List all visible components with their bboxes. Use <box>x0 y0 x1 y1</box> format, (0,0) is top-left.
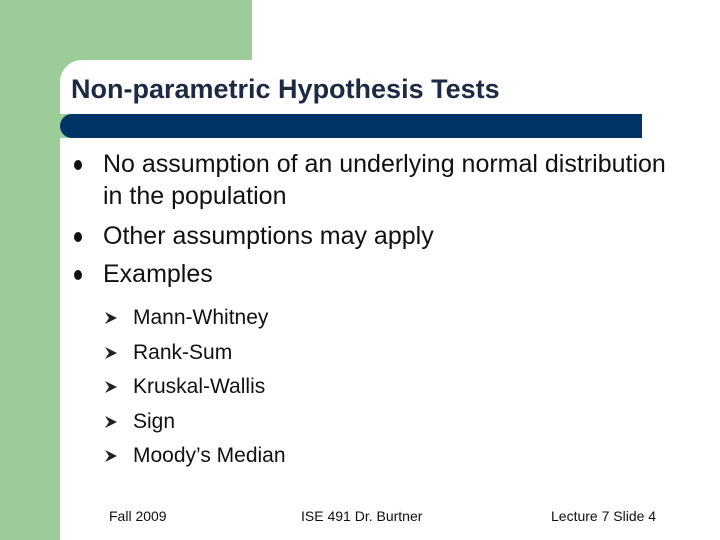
slide-title: Non-parametric Hypothesis Tests <box>71 74 500 104</box>
example-item <box>104 336 286 371</box>
example-text: Rank-Sum <box>133 340 233 364</box>
example-item <box>104 301 286 336</box>
bullet-dot-icon <box>74 232 82 242</box>
arrowhead-bullet-icon <box>104 380 118 394</box>
bullet-dot-icon <box>74 270 82 280</box>
footer-course: ISE 491 Dr. Burtner <box>301 508 423 524</box>
bullet-item <box>70 258 670 290</box>
example-text: Moody’s Median <box>133 444 286 467</box>
example-text: Sign <box>133 409 176 433</box>
example-item <box>104 370 286 405</box>
bullet-item <box>70 220 670 252</box>
bullet-dot-icon <box>74 160 82 170</box>
bullet-text: No assumption of an underlying normal distribution in the population <box>103 150 666 210</box>
arrowhead-bullet-icon <box>104 415 118 429</box>
bullet-text: Examples <box>103 260 213 288</box>
example-text: Mann-Whitney <box>133 306 269 329</box>
example-item <box>104 439 286 474</box>
bullet-item <box>70 148 670 212</box>
arrowhead-bullet-icon <box>104 311 118 325</box>
footer-date: Fall 2009 <box>109 508 167 524</box>
bullet-text: Other assumptions may apply <box>103 222 434 250</box>
bullet-list <box>70 148 670 290</box>
arrowhead-bullet-icon <box>104 449 118 463</box>
examples-list <box>104 301 286 474</box>
arrowhead-bullet-icon <box>104 346 118 360</box>
footer-slide-number: Lecture 7 Slide 4 <box>551 508 657 524</box>
example-item <box>104 405 286 440</box>
example-text: Kruskal-Wallis <box>133 375 266 398</box>
title-underline-bar <box>60 114 642 138</box>
